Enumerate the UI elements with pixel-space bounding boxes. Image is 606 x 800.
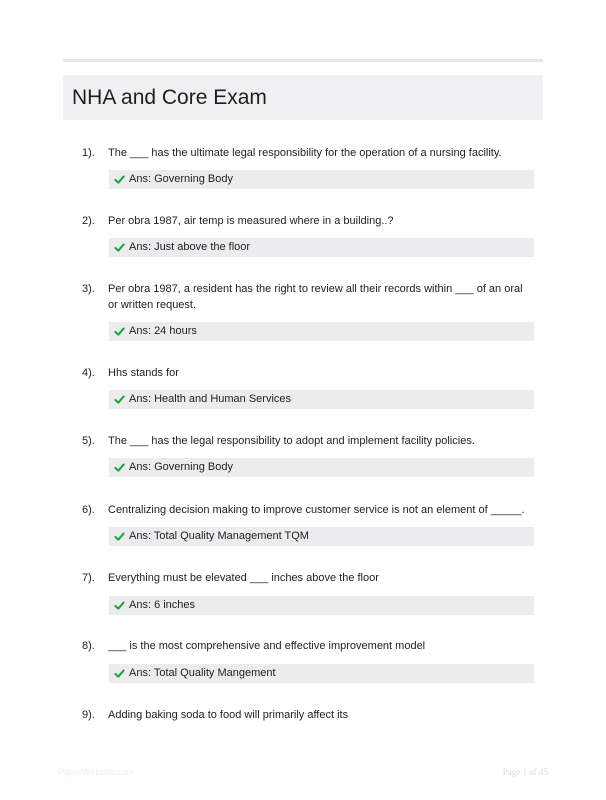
question-text: The ___ has the legal responsibility to adopt and implement facility policies. bbox=[108, 435, 475, 447]
answer-box bbox=[109, 527, 534, 546]
answer-box bbox=[109, 238, 534, 257]
question-text: Hhs stands for bbox=[108, 367, 179, 379]
answer-text: Ans: Total Quality Mangement bbox=[129, 667, 276, 679]
question-number: 2). bbox=[82, 215, 95, 227]
answer-box bbox=[109, 170, 534, 189]
page-number: Page 1 of 45 bbox=[502, 767, 548, 777]
question-text: Per obra 1987, air temp is measured where in a building..? bbox=[108, 215, 394, 227]
page-title: NHA and Core Exam bbox=[72, 86, 267, 109]
answer-text: Ans: 6 inches bbox=[129, 599, 196, 611]
question-number: 3). bbox=[82, 283, 95, 295]
check-icon bbox=[114, 531, 125, 542]
question-text: Adding baking soda to food will primarily affect its bbox=[108, 709, 349, 721]
answer-text: Ans: Health and Human Services bbox=[129, 393, 292, 405]
answer-box bbox=[109, 458, 534, 477]
check-icon bbox=[114, 462, 125, 473]
check-icon bbox=[114, 326, 125, 337]
question-number: 5). bbox=[82, 435, 95, 447]
question-number: 8). bbox=[82, 640, 95, 652]
question-text: The ___ has the ultimate legal responsibility for the operation of a nursing facility. bbox=[108, 147, 502, 159]
footer-watermark: PaperWebsite.com bbox=[58, 767, 134, 777]
title-banner bbox=[63, 75, 543, 120]
answer-box bbox=[109, 664, 534, 683]
question-text: Per obra 1987, a resident has the right to review all their records within ___ of an oral or written request. bbox=[108, 283, 523, 311]
check-icon bbox=[114, 600, 125, 611]
check-icon bbox=[114, 668, 125, 679]
answer-text: Ans: Just above the floor bbox=[129, 241, 251, 253]
question-text: ___ is the most comprehensive and effective improvement model bbox=[108, 640, 426, 652]
answer-text: Ans: Governing Body bbox=[129, 461, 233, 473]
question-number: 7). bbox=[82, 572, 95, 584]
question-number: 6). bbox=[82, 504, 95, 516]
answer-box bbox=[109, 322, 534, 341]
check-icon bbox=[114, 174, 125, 185]
answer-text: Ans: Total Quality Management TQM bbox=[129, 530, 309, 542]
question-text: Centralizing decision making to improve customer service is not an element of _____. bbox=[108, 504, 525, 516]
answer-box bbox=[109, 390, 534, 409]
check-icon bbox=[114, 394, 125, 405]
answer-text: Ans: Governing Body bbox=[129, 173, 233, 185]
answer-text: Ans: 24 hours bbox=[129, 325, 197, 337]
question-number: 9). bbox=[82, 709, 95, 721]
top-divider bbox=[63, 59, 543, 62]
check-icon bbox=[114, 242, 125, 253]
question-number: 1). bbox=[82, 147, 95, 159]
question-number: 4). bbox=[82, 367, 95, 379]
question-text: Everything must be elevated ___ inches above the floor bbox=[108, 572, 379, 584]
answer-box bbox=[109, 596, 534, 615]
